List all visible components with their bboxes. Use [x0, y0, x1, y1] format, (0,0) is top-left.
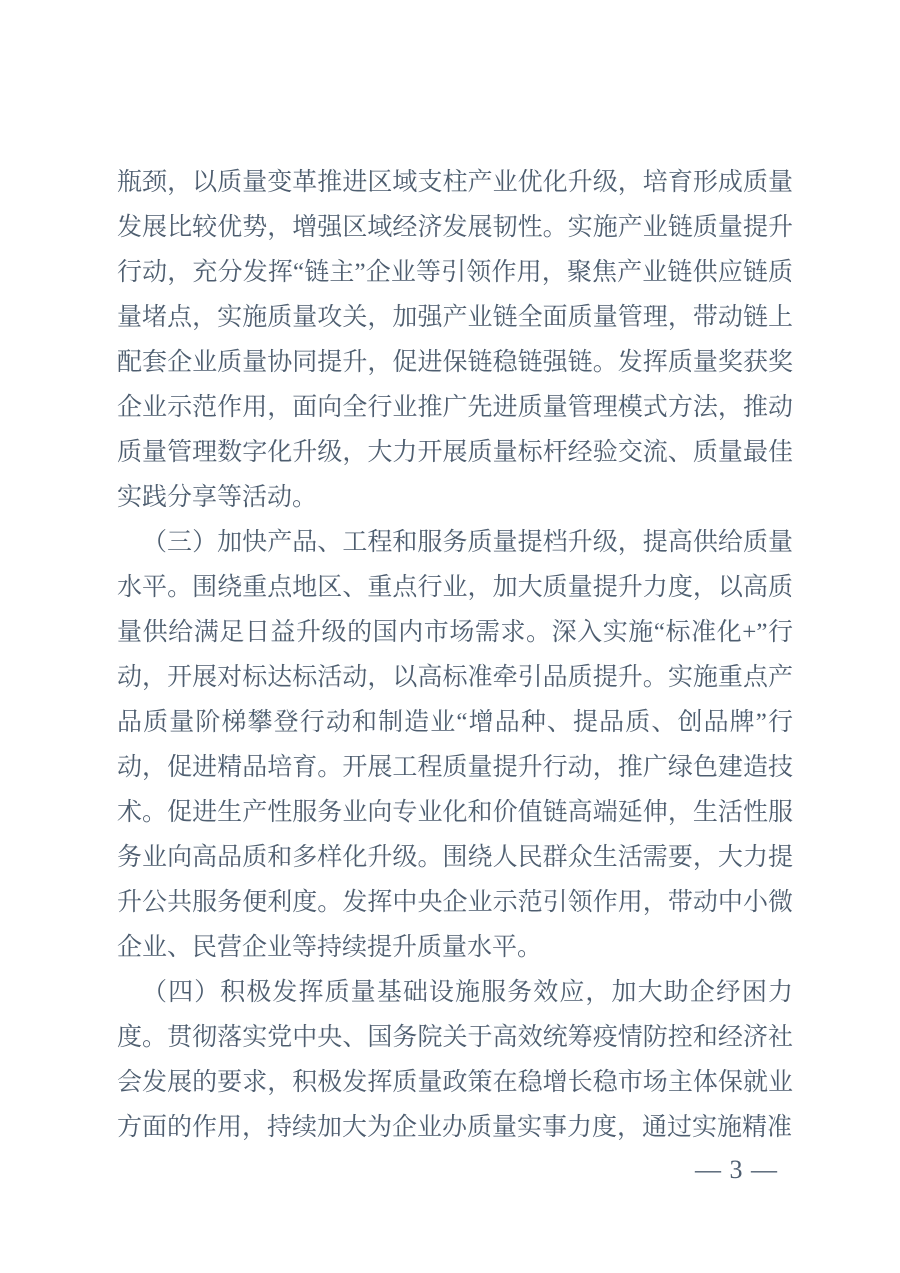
paragraph-section-3: （三）加快产品、工程和服务质量提档升级，提高供给质量水平。围绕重点地区、重点行业，加大质量提升力度，以高质量供给满足日益升级的国内市场需求。深入实施“标准化+”行动，开展对标达标活动，以高标准牵引品质提升。实施重点产品质量阶梯攀登行动和制造业“增品种、提品质、创品牌”行动，促进精品培育。开展工程质量提升行动，推广绿色建造技术。促进生产性服务业向专业化和价值链高端延伸，生活性服务业向高品质和多样化升级。围绕人民群众生活需要，大力提升公共服务便利度。发挥中央企业示范引领作用，带动中小微企业、民营企业等持续提升质量水平。 [117, 529, 793, 961]
paragraph-continuation: 瓶颈，以质量变革推进区域支柱产业优化升级，培育形成质量发展比较优势，增强区域经济发展韧性。实施产业链质量提升行动，充分发挥“链主”企业等引领作用，聚焦产业链供应链质量堵点，实施质量攻关，加强产业链全面质量管理，带动链上配套企业质量协同提升，促进保链稳链强链。发挥质量奖获奖企业示范作用，面向全行业推广先进质量管理模式方法，推动质量管理数字化升级，大力开展质量标杆经验交流、质量最佳实践分享等活动。 [117, 169, 793, 511]
paragraph-section-4: （四）积极发挥质量基础设施服务效应，加大助企纾困力度。贯彻落实党中央、国务院关于高效统筹疫情防控和经济社会发展的要求，积极发挥质量政策在稳增长稳市场主体保就业方面的作用，持续加大为企业办质量实事力度，通过实施精准 [117, 979, 793, 1141]
document-body [117, 160, 793, 1150]
page-number: — 3 — [695, 1155, 778, 1184]
